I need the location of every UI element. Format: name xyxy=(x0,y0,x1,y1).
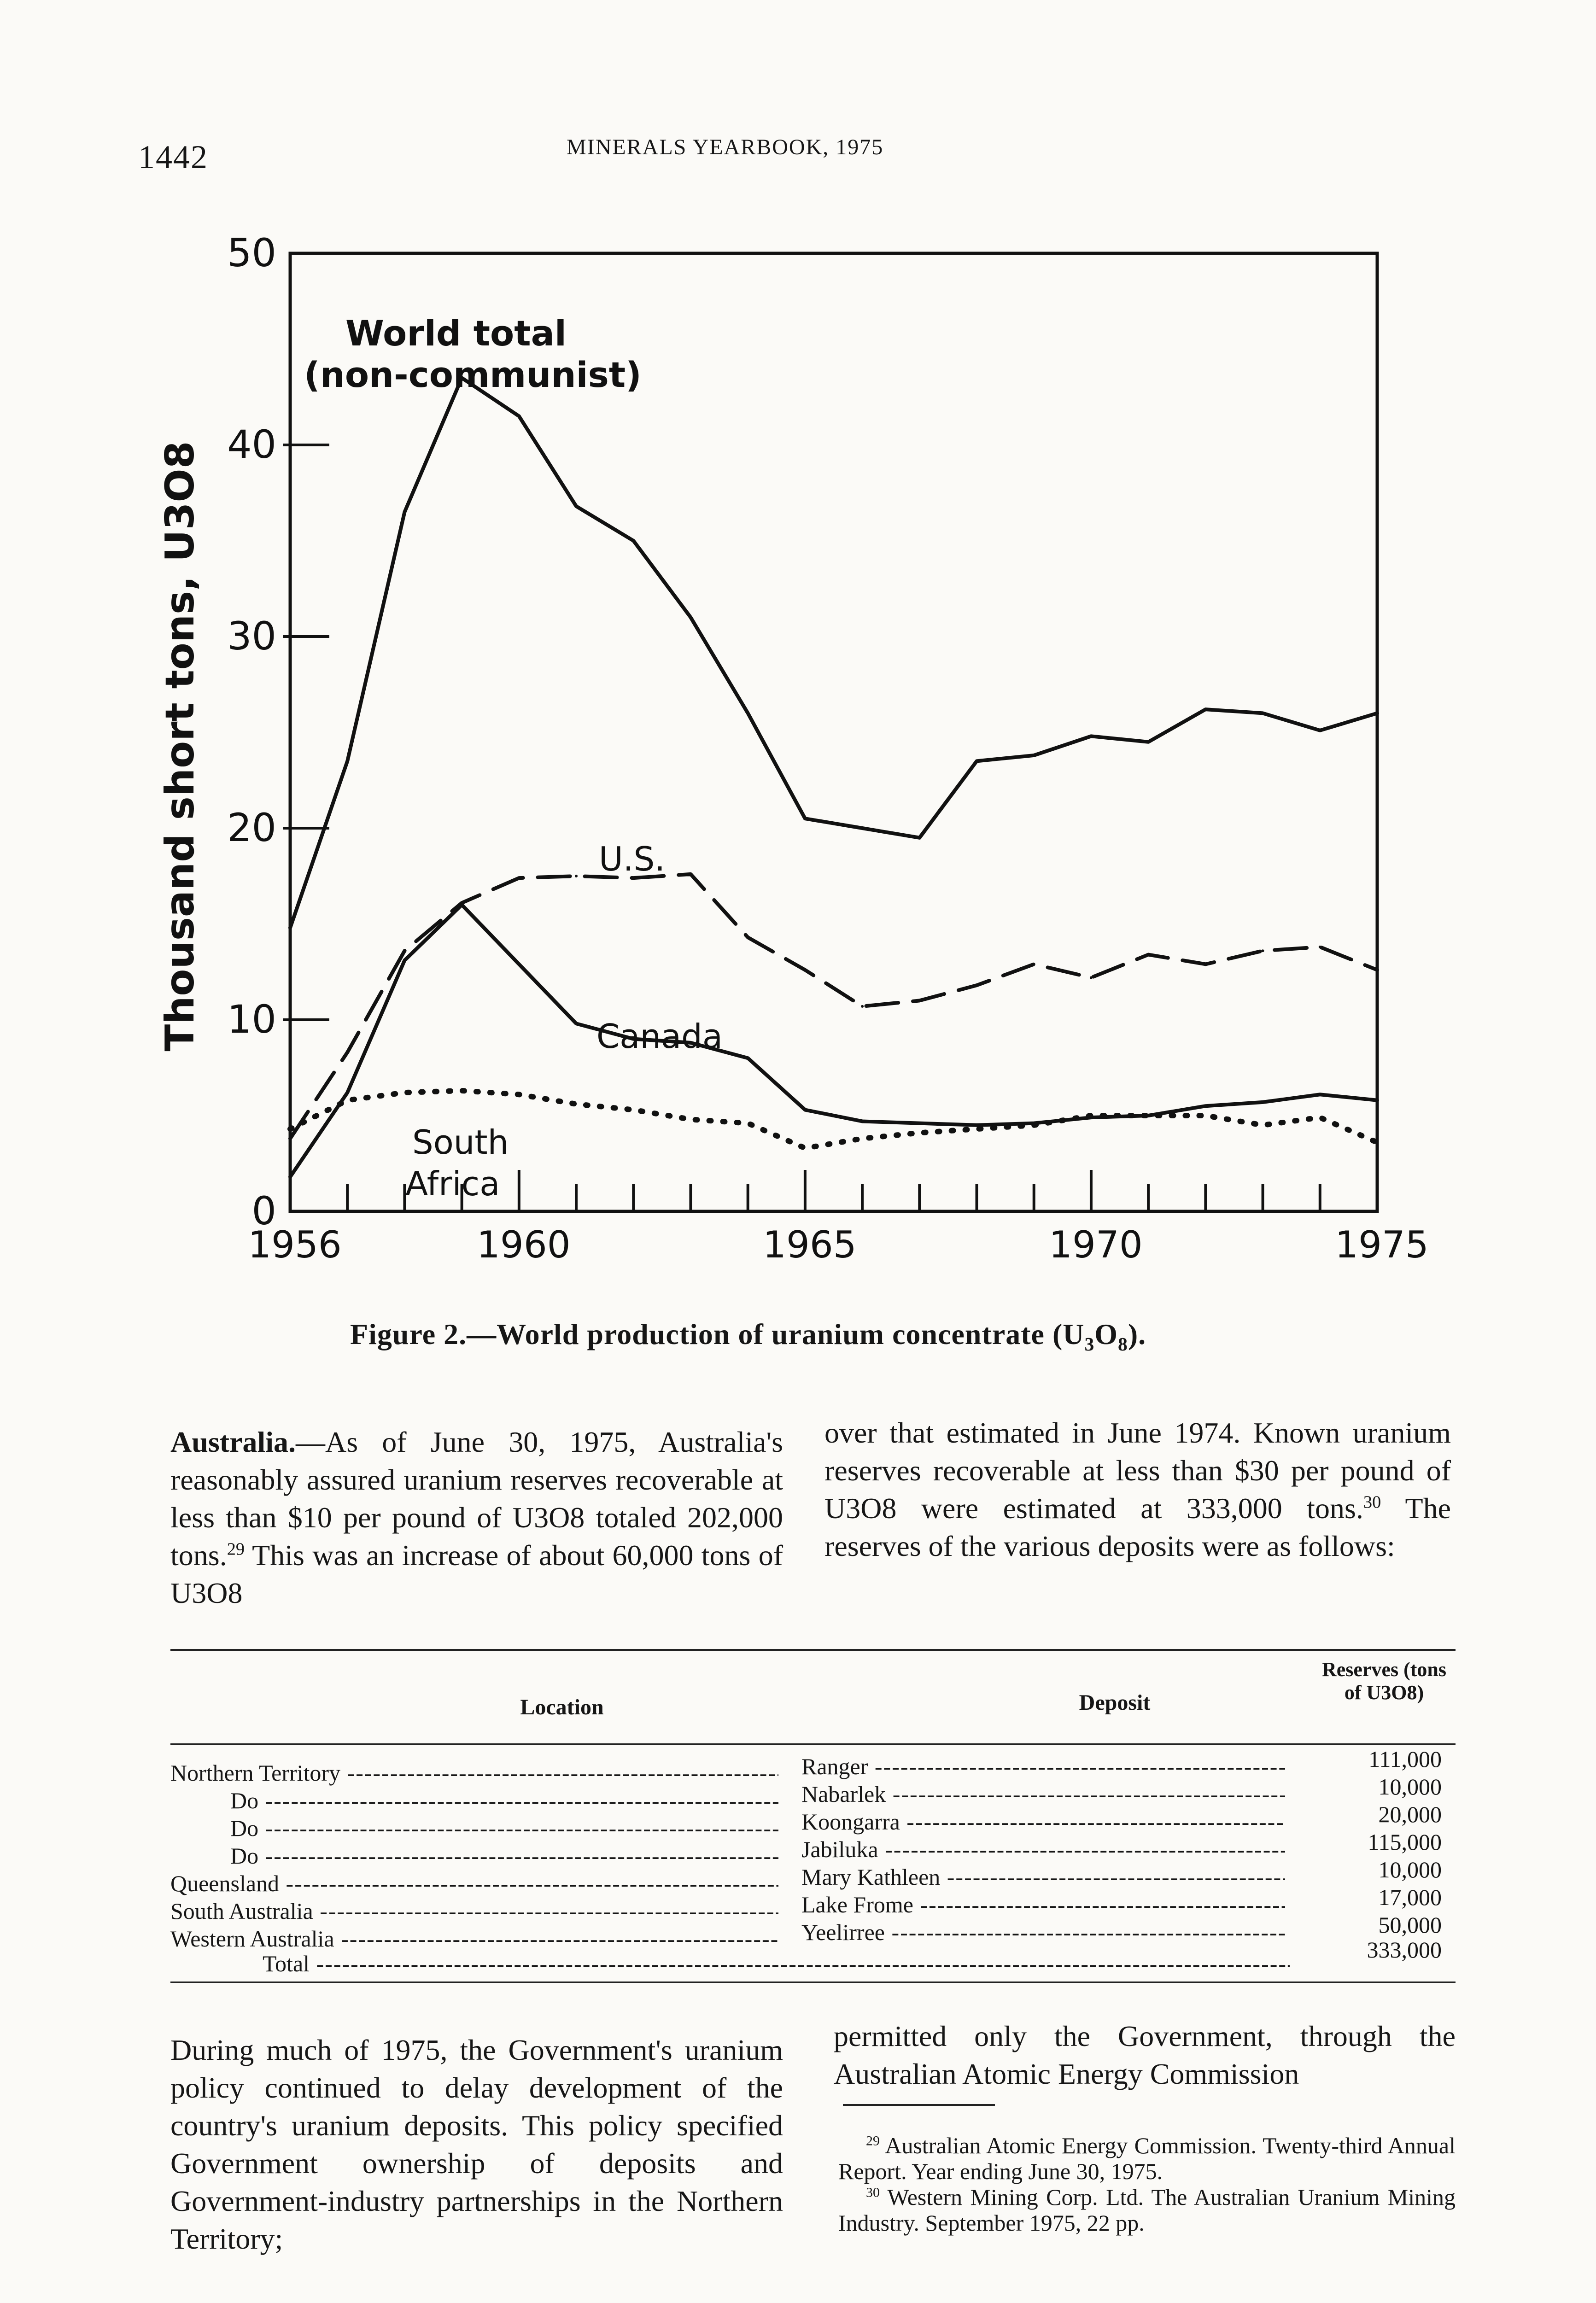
body-left-column: During much of 1975, the Government's uranium policy continued to delay development of the country's uranium deposits. This policy specified Government ownership of deposits and Government-industry partnerships in the Northern Territory; xyxy=(170,2034,783,2255)
data-point xyxy=(1204,708,1207,711)
y-tick-label: 30 xyxy=(227,614,276,659)
data-point xyxy=(1147,741,1150,743)
data-point xyxy=(918,999,921,1002)
data-point xyxy=(1376,712,1379,714)
data-point xyxy=(403,959,406,962)
table-cell-deposit: Lake Frome ----- xyxy=(801,1891,1285,1918)
data-point xyxy=(461,903,463,906)
data-point xyxy=(1033,963,1035,965)
table-cell-deposit: Mary Kathleen ----- xyxy=(801,1864,1285,1890)
table-total-label: Total ----- xyxy=(263,1950,1290,1977)
data-point xyxy=(918,1122,921,1125)
data-point xyxy=(289,1175,292,1178)
header-deposit: Deposit xyxy=(1079,1690,1151,1715)
annotation-us: U.S. xyxy=(599,840,666,878)
data-point xyxy=(1033,754,1035,757)
data-point xyxy=(518,877,520,879)
data-point xyxy=(346,760,349,762)
table-cell-deposit: Jabiluka ----- xyxy=(801,1836,1285,1863)
data-point xyxy=(747,936,749,939)
data-point xyxy=(804,817,807,820)
table-cell-reserves: 10,000 xyxy=(1378,1774,1442,1800)
annotation-world-total: World total xyxy=(345,313,567,354)
table-cell-location: Western Australia ----- xyxy=(170,1925,778,1952)
footnote-29: $^{29}$ Australian Atomic Energy Commission. Twenty-third Annual Report. Year ending June 30, 1975. xyxy=(838,2133,1456,2184)
data-point xyxy=(1147,953,1150,956)
data-point xyxy=(1319,1093,1321,1096)
section-lead: Australia. xyxy=(170,1426,296,1458)
data-point xyxy=(689,873,692,876)
x-tick-label: 1970 xyxy=(1049,1223,1143,1266)
data-point xyxy=(289,1137,292,1140)
data-point xyxy=(518,415,520,418)
data-point xyxy=(1376,1099,1379,1102)
table-cell-deposit: Ranger ----- xyxy=(801,1753,1285,1780)
data-point xyxy=(861,1120,864,1122)
data-point xyxy=(689,616,692,619)
data-point xyxy=(518,963,520,965)
header-location: Location xyxy=(520,1695,604,1719)
table-cell-reserves: 20,000 xyxy=(1378,1801,1442,1827)
data-point xyxy=(1376,969,1379,971)
x-tick-label: 1956 xyxy=(248,1223,342,1266)
data-point xyxy=(1204,963,1207,965)
data-point xyxy=(1262,712,1264,714)
annotation-south: South xyxy=(412,1123,509,1162)
y-tick-label: 50 xyxy=(227,230,276,275)
data-point xyxy=(1090,976,1093,979)
table-cell-reserves: 115,000 xyxy=(1368,1829,1442,1855)
y-tick-label: 0 xyxy=(251,1188,276,1233)
table-cell-location: Do ----- xyxy=(230,1815,778,1841)
table-cell-location: Do ----- xyxy=(230,1787,778,1814)
body-right-column: permitted only the Government, through the Australian Atomic Energy Commission xyxy=(834,2020,1456,2090)
annotation-canada: Canada xyxy=(596,1017,723,1056)
y-tick-label: 40 xyxy=(227,422,276,467)
intro-left-column xyxy=(170,1423,783,1612)
data-point xyxy=(747,712,749,714)
intro-text: —As of June 30, 1975, Australia's reasonably assured uranium reserves recoverable at less than $10 per pound of U3O8 totaled 202,000 tons. xyxy=(170,1426,783,1572)
caption-end: ). xyxy=(1128,1318,1146,1350)
data-point xyxy=(804,1109,807,1111)
data-point xyxy=(747,1057,749,1059)
footnotes xyxy=(838,2133,1456,2236)
annotation-non-communist: (non-communist) xyxy=(304,354,642,395)
caption-sub-8: 8 xyxy=(1118,1333,1128,1355)
data-point xyxy=(403,949,406,952)
y-tick-label: 20 xyxy=(227,805,276,850)
intro-right-text-2: The reserves of the various deposits were as follows: xyxy=(824,1492,1451,1562)
annotation-africa: Africa xyxy=(405,1164,500,1203)
x-tick-label: 1975 xyxy=(1335,1223,1429,1266)
data-point xyxy=(1204,1105,1207,1107)
table-cell-location: South Australia ----- xyxy=(170,1898,778,1924)
data-point xyxy=(976,760,978,762)
table-cell-location: Do ----- xyxy=(230,1842,778,1869)
footnote-rule xyxy=(843,2104,995,2106)
data-point xyxy=(1319,946,1321,948)
intro-right-column xyxy=(824,1414,1451,1565)
page-number: 1442 xyxy=(138,139,208,175)
footnote-30: $^{30}$ Western Mining Corp. Ltd. The Australian Uranium Mining Industry. September 1975, 22 pp. xyxy=(838,2184,1456,2236)
footnote-ref-30: 30 xyxy=(1363,1492,1381,1512)
data-point xyxy=(289,926,292,929)
uranium-production-chart xyxy=(157,230,1446,1359)
data-point xyxy=(1262,949,1264,952)
running-head: MINERALS YEARBOOK, 1975 xyxy=(567,135,884,159)
data-point xyxy=(346,1051,349,1054)
caption-o: O xyxy=(1094,1318,1118,1350)
header-reserves: Reserves (tons of U3O8) xyxy=(1321,1658,1447,1704)
caption-sub-3: 3 xyxy=(1084,1333,1095,1355)
table-cell-deposit: Yeelirree ----- xyxy=(801,1919,1285,1946)
data-point xyxy=(918,836,921,839)
x-tick-label: 1965 xyxy=(763,1223,857,1266)
table-cell-reserves: 50,000 xyxy=(1378,1912,1442,1938)
series-line-world-total-non-communist xyxy=(290,378,1377,928)
caption-text: Figure 2.—World production of uranium concentrate (U xyxy=(350,1318,1085,1350)
table-cell-location: Queensland ----- xyxy=(170,1870,778,1897)
data-point xyxy=(861,827,864,830)
data-point xyxy=(976,1124,978,1127)
table-total-value: 333,000 xyxy=(1367,1937,1442,1963)
y-axis-label: Thousand short tons, U3O8 xyxy=(157,441,203,1052)
data-point xyxy=(1262,1101,1264,1104)
data-point xyxy=(346,1091,349,1094)
table-cell-reserves: 10,000 xyxy=(1378,1857,1442,1882)
data-point xyxy=(1090,735,1093,737)
data-point xyxy=(632,539,635,542)
y-tick-label: 10 xyxy=(227,997,276,1042)
table-cell-reserves: 111,000 xyxy=(1368,1746,1442,1772)
data-point xyxy=(575,875,578,877)
data-point xyxy=(861,1005,864,1008)
figure-caption xyxy=(350,1317,1146,1355)
table-cell-location: Northern Territory ----- xyxy=(170,1759,778,1786)
table-cell-deposit: Koongarra ----- xyxy=(801,1808,1285,1835)
data-point xyxy=(575,505,578,508)
table-cell-deposit: Nabarlek ----- xyxy=(801,1781,1285,1807)
series-layer xyxy=(289,376,1379,1178)
footnote-ref-29: 29 xyxy=(227,1539,245,1559)
x-tick-label: 1960 xyxy=(477,1223,571,1266)
data-point xyxy=(575,1022,578,1025)
table-cell-reserves: 17,000 xyxy=(1378,1884,1442,1910)
data-point xyxy=(804,969,807,971)
intro-right-text: over that estimated in June 1974. Known uranium reserves recoverable at less than $30 per pound of U3O8 were estimated at 333,000 tons. xyxy=(824,1416,1451,1525)
data-point xyxy=(403,511,406,514)
intro-text-2: This was an increase of about 60,000 tons of U3O8 xyxy=(170,1539,783,1609)
data-point xyxy=(976,984,978,987)
data-point xyxy=(1319,729,1321,732)
